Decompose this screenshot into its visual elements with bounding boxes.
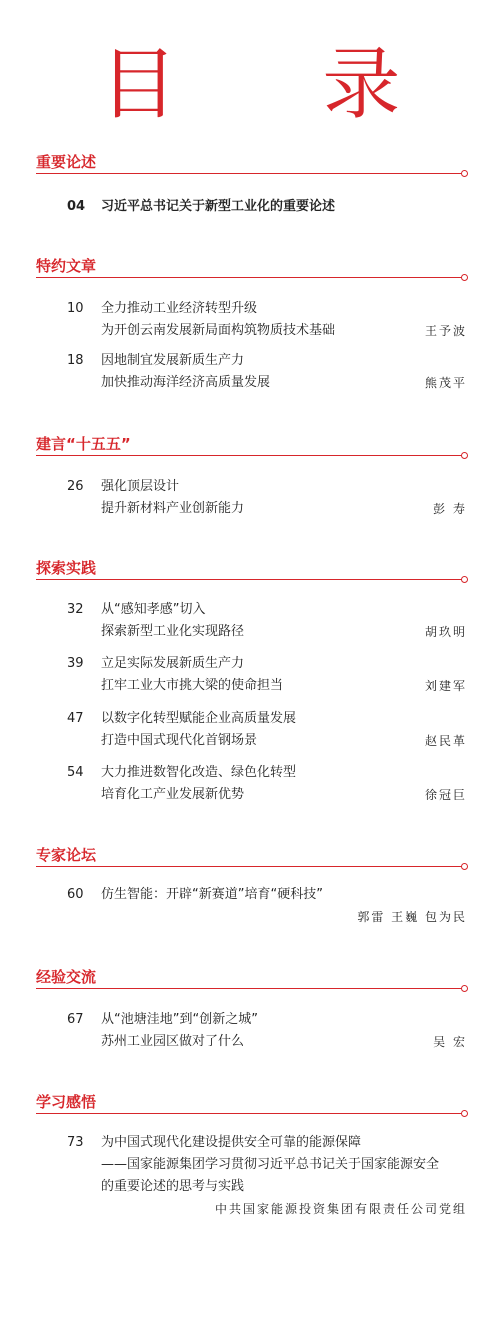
rule-end-dot xyxy=(461,863,468,870)
section-title: 探索实践 xyxy=(36,559,97,577)
author-name: 赵民革 xyxy=(424,734,467,748)
rule-end-dot xyxy=(461,576,468,583)
page-number: 32 xyxy=(67,602,84,617)
toc-entry[interactable] xyxy=(67,350,467,394)
toc-entry[interactable] xyxy=(67,196,467,218)
author-name: 吴 宏 xyxy=(433,1035,467,1049)
author-name: 郭雷 王巍 包为民 xyxy=(357,910,467,924)
toc-entry[interactable] xyxy=(67,1009,467,1053)
section-title: 专家论坛 xyxy=(36,846,97,864)
page-number: 73 xyxy=(67,1135,84,1150)
entry-title-line: 的重要论述的思考与实践 xyxy=(101,1179,245,1194)
section-header xyxy=(36,1092,468,1114)
toc-entry[interactable] xyxy=(67,298,467,342)
rule-end-dot xyxy=(461,1110,468,1117)
entry-title-line: 立足实际发展新质生产力 xyxy=(101,656,245,671)
author-name: 徐冠巨 xyxy=(424,788,467,802)
section-title: 特约文章 xyxy=(36,257,97,275)
section-header xyxy=(36,967,468,989)
page-number: 04 xyxy=(67,199,86,214)
entry-title-line: 为中国式现代化建设提供安全可靠的能源保障 xyxy=(101,1135,362,1150)
entry-title-line: 培育化工产业发展新优势 xyxy=(101,787,245,802)
entry-title-line: 强化顶层设计 xyxy=(101,479,180,494)
author-name: 刘建军 xyxy=(424,679,467,693)
section-header xyxy=(36,256,468,278)
author-name: 彭 寿 xyxy=(433,502,467,516)
section-rule xyxy=(36,866,462,867)
toc-entry[interactable] xyxy=(67,653,467,697)
section-title: 建言“十五五” xyxy=(36,435,131,453)
toc-entry[interactable] xyxy=(67,708,467,752)
page-title: 目 录 xyxy=(99,40,461,130)
page-number: 67 xyxy=(67,1012,84,1027)
entry-title-line: 提升新材料产业创新能力 xyxy=(101,501,245,516)
rule-end-dot xyxy=(461,274,468,281)
entry-title-line: 仿生智能：开辟“新赛道”培育“硬科技” xyxy=(101,887,323,902)
page-number: 26 xyxy=(67,479,84,494)
rule-end-dot xyxy=(461,170,468,177)
entry-title-line: 全力推动工业经济转型升级 xyxy=(101,301,258,316)
page-number: 39 xyxy=(67,656,84,671)
section-rule xyxy=(36,988,462,989)
entry-title-line: 为开创云南发展新局面构筑物质技术基础 xyxy=(101,323,336,338)
section-rule xyxy=(36,579,462,580)
page-number: 10 xyxy=(67,301,84,316)
author-name: 熊茂平 xyxy=(424,376,467,390)
entry-title-line: 从“池塘洼地”到“创新之城” xyxy=(101,1012,258,1027)
section-header xyxy=(36,845,468,867)
entry-title-line: 加快推动海洋经济高质量发展 xyxy=(101,375,271,390)
section-header xyxy=(36,434,468,456)
toc-entry[interactable] xyxy=(67,476,467,520)
rule-end-dot xyxy=(461,985,468,992)
rule-end-dot xyxy=(461,452,468,459)
entry-title-line: 苏州工业园区做对了什么 xyxy=(101,1034,245,1049)
section-header xyxy=(36,558,468,580)
entry-title-line: 以数字化转型赋能企业高质量发展 xyxy=(101,711,297,726)
author-name: 胡玖明 xyxy=(424,625,467,639)
section-title: 经验交流 xyxy=(36,968,97,986)
section-rule xyxy=(36,455,462,456)
section-header xyxy=(36,152,468,174)
entry-title-line: 因地制宜发展新质生产力 xyxy=(101,353,245,368)
section-rule xyxy=(36,277,462,278)
section-rule xyxy=(36,173,462,174)
author-name: 中共国家能源投资集团有限责任公司党组 xyxy=(214,1202,467,1216)
section-title: 学习感悟 xyxy=(36,1093,97,1111)
section-rule xyxy=(36,1113,462,1114)
entry-title-line: 习近平总书记关于新型工业化的重要论述 xyxy=(101,199,336,214)
toc-entry[interactable] xyxy=(67,762,467,806)
entry-title-line: 扛牢工业大市挑大梁的使命担当 xyxy=(101,678,284,693)
toc-entry[interactable] xyxy=(67,884,467,928)
page-number: 47 xyxy=(67,711,84,726)
entry-title-line: 打造中国式现代化首钢场景 xyxy=(101,733,258,748)
entry-title-line: 大力推进数智化改造、绿色化转型 xyxy=(101,765,297,780)
page-number: 18 xyxy=(67,353,84,368)
author-name: 王予波 xyxy=(424,324,467,338)
page-number: 60 xyxy=(67,887,84,902)
entry-title-line: 探索新型工业化实现路径 xyxy=(101,624,245,639)
page-number: 54 xyxy=(67,765,84,780)
toc-entry[interactable] xyxy=(67,1132,467,1220)
entry-title-line: ——国家能源集团学习贯彻习近平总书记关于国家能源安全 xyxy=(101,1157,440,1172)
toc-entry[interactable] xyxy=(67,599,467,643)
section-title: 重要论述 xyxy=(36,153,97,171)
entry-title-line: 从“感知孝感”切入 xyxy=(101,602,206,617)
